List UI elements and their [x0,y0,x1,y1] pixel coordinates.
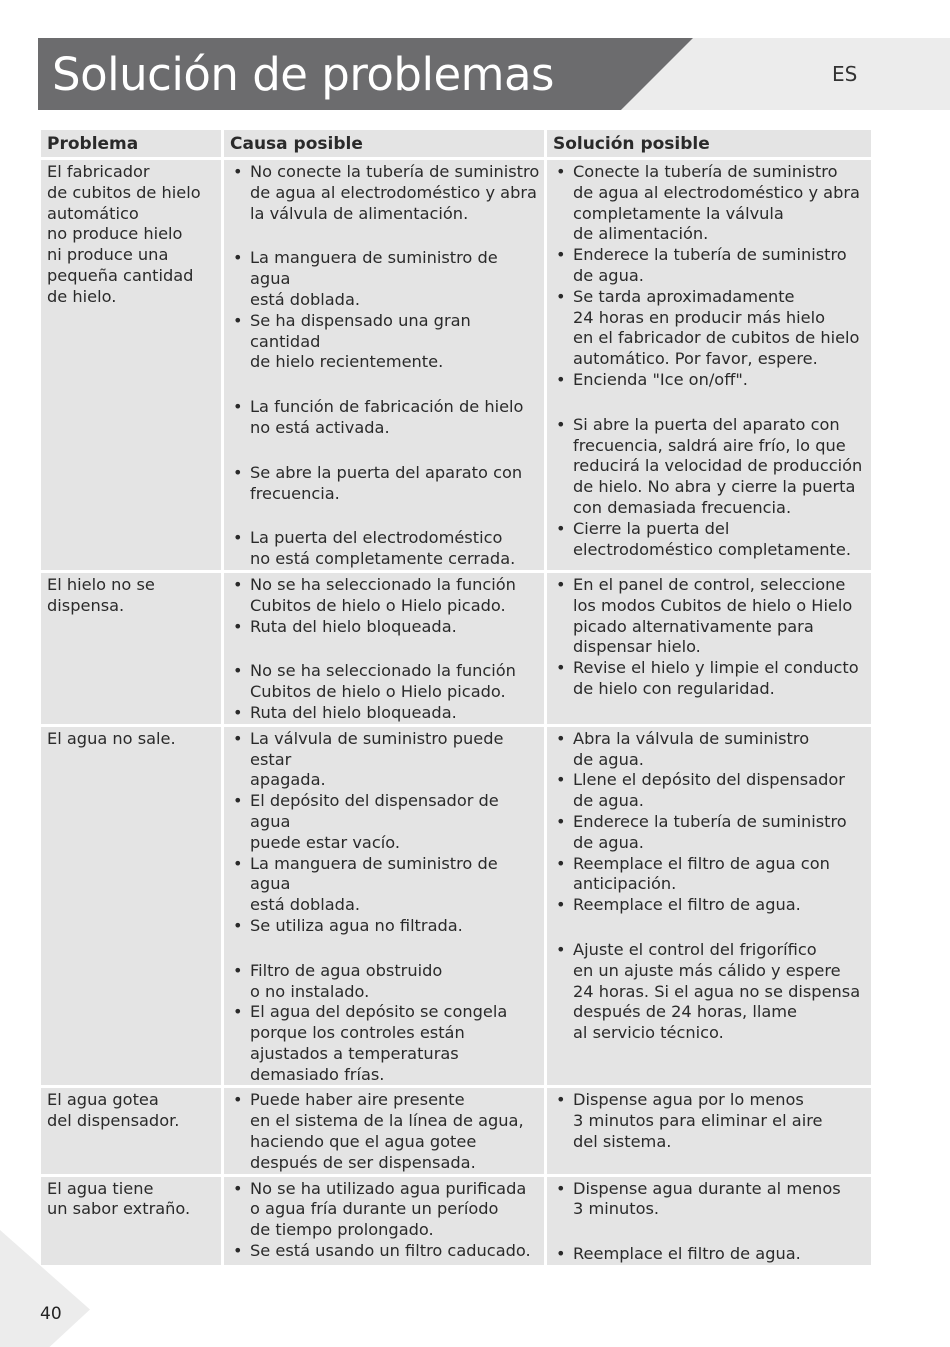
bullet-icon: • [233,397,243,417]
solution-text [573,658,859,698]
text-line: un sabor extraño. [47,1199,191,1219]
cause-list [230,1090,541,1173]
text-line: No conecte la tubería de suministro [250,162,540,181]
text-line: Reemplace el filtro de agua. [573,1244,801,1264]
text-line: El agua gotea [47,1090,159,1110]
solution-cell [547,573,871,724]
text-line: los modos Cubitos de hielo o Hielo [573,595,853,615]
text-line: dispensar hielo. [573,637,701,657]
cause-item [230,916,541,937]
solution-item [553,770,868,812]
text-line: dispensa. [47,595,125,615]
solution-text [573,1179,841,1219]
cause-text [250,1241,531,1260]
text-line: la válvula de alimentación. [250,203,469,223]
solution-cell [547,1088,871,1173]
text-line: El hielo no se [47,574,155,594]
solution-item [553,729,868,771]
cause-item [230,617,541,638]
bullet-icon: • [556,245,566,265]
cause-item [230,248,541,310]
problem-cell [41,1177,221,1265]
solution-cell [547,727,871,1086]
bullet-icon: • [556,811,566,831]
solution-list [553,1090,868,1152]
text-line: La manguera de suministro de agua [250,248,498,289]
text-line: picado alternativamente para [573,616,814,636]
cause-text [250,528,515,568]
text-line: demasiado frías. [250,1064,385,1084]
text-line: automático [47,203,139,223]
text-line: no produce hielo [47,224,183,244]
text-line: La función de fabricación de hielo [250,397,524,417]
bullet-icon: • [233,702,243,722]
bullet-icon: • [233,528,243,548]
bullet-icon: • [233,791,243,811]
text-line: o no instalado. [250,981,370,1001]
text-line: frecuencia, saldrá aire frío, lo que [573,435,846,455]
text-line: de agua al electrodoméstico y abra [250,182,537,202]
solution-text [573,1090,822,1151]
cause-item [230,1241,541,1262]
solution-item [553,895,868,916]
text-line: de hielo. [47,286,117,306]
text-line: El agua tiene [47,1178,154,1198]
text-line: Enderece la tubería de suministro [573,811,847,831]
text-line: Filtro de agua obstruido [250,960,443,980]
cause-text [250,854,498,915]
cause-text [250,661,516,701]
solution-item [553,245,868,287]
text-line: Cubitos de hielo o Hielo picado. [250,682,506,702]
cause-item [230,463,541,505]
text-line: Conecte la tubería de suministro [573,162,838,181]
cause-text [250,703,457,722]
bullet-icon: • [233,616,243,636]
solution-item [553,658,868,700]
text-line: Reemplace el filtro de agua con [573,853,830,873]
bullet-icon: • [233,661,243,681]
text-line: automático. Por favor, espere. [573,349,818,369]
bullet-icon: • [233,574,243,594]
solution-item [553,1244,868,1265]
bullet-icon: • [233,162,243,181]
bullet-icon: • [556,1178,566,1198]
bullet-icon: • [556,369,566,389]
solution-text [573,812,847,852]
cause-text [250,575,516,615]
text-line: con demasiada frecuencia. [573,497,792,517]
text-line: después de ser dispensada. [250,1152,476,1172]
text-line: en un ajuste más cálido y espere [573,960,841,980]
text-line: después de 24 horas, llame [573,1002,797,1022]
bullet-icon: • [556,770,566,790]
bullet-icon: • [556,414,566,434]
text-line: Se tarda aproximadamente [573,286,795,306]
cause-list [230,575,541,724]
cause-text [250,1090,524,1171]
solution-item [553,287,868,370]
text-line: No se ha seleccionado la función [250,574,516,594]
text-line: al servicio técnico. [573,1023,724,1043]
table-header-row [41,130,871,157]
bullet-icon: • [233,915,243,935]
table-row [41,1177,871,1265]
solution-item [553,940,868,1044]
problem-cell [41,160,221,570]
solution-text [573,895,801,914]
text-line: El fabricador [47,162,150,181]
cause-item [230,703,541,724]
text-line: no está completamente cerrada. [250,549,516,569]
text-line: de agua. [573,749,644,769]
cause-list [230,162,541,570]
cause-text [250,162,539,223]
bullet-icon: • [233,728,243,748]
text-line: o agua fría durante un período [250,1199,499,1219]
cause-text [250,961,442,1001]
text-line: reducirá la velocidad de producción [573,456,863,476]
text-line: Puede haber aire presente [250,1090,465,1110]
solution-cell [547,1177,871,1265]
solution-text [573,370,748,389]
text-line: ni produce una [47,245,169,265]
cause-cell [224,727,544,1086]
solution-text [573,854,830,894]
cause-text [250,1002,507,1083]
text-line: Se utiliza agua no filtrada. [250,915,463,935]
table-row [41,573,871,724]
solution-cell [547,160,871,570]
cause-list [230,729,541,1086]
solution-text [573,575,852,656]
text-line: En el panel de control, seleccione [573,574,846,594]
text-line: Dispense agua por lo menos [573,1090,804,1110]
text-line: completamente la válvula [573,203,784,223]
text-line: frecuencia. [250,483,340,503]
text-line: 24 horas en producir más hielo [573,307,826,327]
text-line: porque los controles están [250,1023,465,1043]
bullet-icon: • [556,728,566,748]
problem-cell [41,1088,221,1173]
text-line: El agua del depósito se congela [250,1002,508,1022]
cause-text [250,791,499,852]
text-line: en el sistema de la línea de agua, [250,1111,524,1131]
text-line: Cierre la puerta del [573,518,730,538]
solution-text [573,940,860,1042]
bullet-icon: • [556,574,566,594]
solution-item [553,575,868,658]
cause-item [230,791,541,853]
cause-item [230,397,541,439]
cause-list [230,1179,541,1262]
solution-item [553,519,868,561]
text-line: Reemplace el filtro de agua. [573,895,801,915]
page-number: 40 [40,1304,62,1324]
solution-text [573,1244,801,1263]
bullet-icon: • [233,1002,243,1022]
solution-item [553,812,868,854]
text-line: pequeña cantidad [47,265,194,285]
solution-list [553,1179,868,1265]
cause-item [230,575,541,617]
bullet-icon: • [233,248,243,268]
bullet-icon: • [556,1244,566,1264]
table-row [41,160,871,570]
bullet-icon: • [233,1090,243,1110]
cause-item [230,1002,541,1085]
solution-item [553,854,868,896]
header-problem: Problema [41,130,221,157]
bullet-icon: • [233,462,243,482]
table-row [41,1088,871,1173]
text-line: El depósito del dispensador de agua [250,791,499,831]
bullet-icon: • [233,960,243,980]
bullet-icon: • [556,939,566,959]
solution-item [553,415,868,519]
cause-cell [224,160,544,570]
text-line: Revise el hielo y limpie el conducto [573,658,859,678]
text-line: No se ha utilizado agua purificada [250,1178,527,1198]
text-line: La válvula de suministro puede estar [250,728,504,769]
cause-item [230,854,541,916]
text-line: No se ha seleccionado la función [250,661,516,681]
solution-text [573,162,860,243]
text-line: Ruta del hielo bloqueada. [250,616,457,636]
text-line: Ruta del hielo bloqueada. [250,702,457,722]
cause-item [230,1090,541,1173]
text-line: de hielo recientemente. [250,352,444,372]
text-line: apagada. [250,770,326,790]
language-code: ES [832,62,858,86]
text-line: del sistema. [573,1132,672,1152]
cause-item [230,961,541,1003]
cause-item [230,311,541,373]
table-row [41,727,871,1086]
cause-text [250,916,463,935]
cause-item [230,729,541,791]
bullet-icon: • [556,286,566,306]
solution-item [553,370,868,391]
cause-text [250,311,471,372]
text-line: Se ha dispensado una gran cantidad [250,310,471,351]
text-line: de agua. [573,791,644,811]
page-title: Solución de problemas [52,48,554,101]
troubleshooting-table [38,127,874,1268]
solution-text [573,519,851,559]
cause-item [230,528,541,570]
cause-item [230,162,541,224]
solution-text [573,287,859,368]
text-line: Se abre la puerta del aparato con [250,462,523,482]
text-line: 3 minutos para eliminar el aire [573,1111,823,1131]
text-line: Cubitos de hielo o Hielo picado. [250,595,506,615]
bullet-icon: • [556,162,566,181]
cause-cell [224,1088,544,1173]
bullet-icon: • [233,1241,243,1261]
text-line: está doblada. [250,895,361,915]
text-line: haciendo que el agua gotee [250,1132,477,1152]
text-line: no está activada. [250,417,390,437]
solution-text [573,729,809,769]
text-line: de tiempo prolongado. [250,1220,434,1240]
solution-text [573,770,845,810]
text-line: 24 horas. Si el agua no se dispensa [573,981,861,1001]
cause-text [250,397,523,437]
bullet-icon: • [556,895,566,915]
text-line: de agua. [573,265,644,285]
text-line: Abra la válvula de suministro [573,728,810,748]
header-cause: Causa posible [224,130,544,157]
text-line: de hielo con regularidad. [573,678,775,698]
text-line: Si abre la puerta del aparato con [573,414,840,434]
text-line: Ajuste el control del frigorífico [573,939,817,959]
text-line: 3 minutos. [573,1199,660,1219]
text-line: de agua. [573,832,644,852]
text-line: La puerta del electrodoméstico [250,528,503,548]
cause-cell [224,573,544,724]
bullet-icon: • [556,1090,566,1110]
cause-text [250,617,457,636]
bullet-icon: • [556,658,566,678]
solution-list [553,575,868,700]
bullet-icon: • [556,518,566,538]
solution-item [553,1090,868,1152]
bullet-icon: • [233,853,243,873]
text-line: anticipación. [573,874,677,894]
text-line: de alimentación. [573,224,709,244]
cause-text [250,729,503,790]
text-line: El agua no sale. [47,728,176,748]
text-line: de hielo. No abra y cierre la puerta [573,477,856,497]
bullet-icon: • [556,853,566,873]
cause-item [230,1179,541,1241]
solution-text [573,415,862,517]
text-line: Dispense agua durante al menos [573,1178,841,1198]
solution-text [573,245,847,285]
text-line: electrodoméstico completamente. [573,539,852,559]
header-solution: Solución posible [547,130,871,157]
cause-item [230,661,541,703]
bullet-icon: • [233,310,243,330]
bullet-icon: • [233,1178,243,1198]
cause-text [250,1179,526,1240]
text-line: ajustados a temperaturas [250,1043,459,1063]
solution-item [553,1179,868,1221]
text-line: en el fabricador de cubitos de hielo [573,328,860,348]
text-line: de cubitos de hielo [47,182,201,202]
text-line: del dispensador. [47,1111,180,1131]
problem-cell [41,573,221,724]
solution-item [553,162,868,245]
cause-text [250,463,522,503]
problem-cell [41,727,221,1086]
text-line: Se está usando un filtro caducado. [250,1241,531,1261]
text-line: La manguera de suministro de agua [250,853,498,894]
text-line: Enderece la tubería de suministro [573,245,847,265]
text-line: Encienda "Ice on/off". [573,369,748,389]
cause-cell [224,1177,544,1265]
text-line: de agua al electrodoméstico y abra [573,182,860,202]
text-line: puede estar vacío. [250,832,400,852]
solution-list [553,729,868,1044]
text-line: está doblada. [250,289,361,309]
text-line: Llene el depósito del dispensador [573,770,845,790]
solution-list [553,162,868,560]
cause-text [250,248,498,309]
